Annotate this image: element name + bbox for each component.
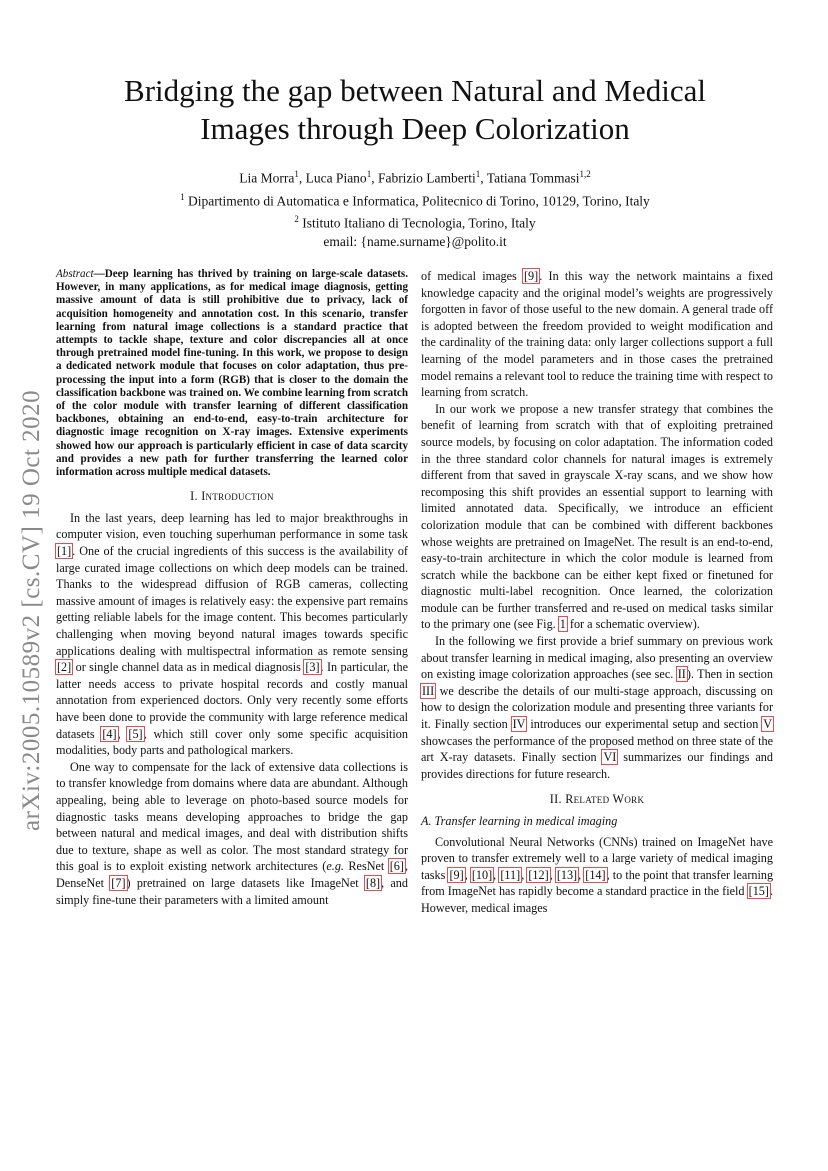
text-run: introduces our experimental setup and section [526, 717, 763, 732]
intro-paragraph-4 [421, 401, 773, 633]
text-run: . In this way the network maintains a fixed knowledge capacity and the original model’s weights are progressively forgotten in favor of those useful to the new domain. A general trade off is adopted between the freedom provided to weight modification and the cardinality of the training data: only larger collections support a full learning of the model parameters and in those cases the pretrained model remains a relevant tool to reduce the training time with respect to learning from scratch. [421, 269, 773, 400]
text-run: , [464, 867, 471, 882]
intro-paragraph-5 [421, 633, 773, 782]
text-run: , [117, 726, 128, 741]
intro-paragraph-2 [56, 759, 408, 908]
citation-link[interactable]: [8] [365, 875, 381, 890]
citation-link[interactable]: [13] [556, 867, 578, 882]
text-run: ). Then in section [686, 667, 773, 682]
citation-link[interactable]: [9] [524, 269, 539, 283]
text-run: One way to compensate for the lack of extensive data collections is to transfer knowledge from domains where data are abundant. Although appealing, being able to leverage on photo-based source models for diagnostic tasks means developing approaches to bridge the gap between natural and medical images, and deal with distribution shifts due to texture, shape as well as color. The most standard strategy for this goal is to exploit existing network architectures ( [56, 759, 408, 874]
citation-link[interactable]: [6] [389, 859, 404, 874]
figure-link[interactable]: 1 [559, 617, 566, 632]
section-link[interactable]: II [677, 667, 686, 682]
text-run: or single channel data as in medical diagnosis [72, 660, 305, 675]
text-run: , [549, 867, 556, 882]
citation-link[interactable]: [9] [449, 867, 464, 882]
paper-title [70, 72, 760, 148]
text-run: , DenseNet [56, 859, 408, 890]
left-column [56, 268, 408, 908]
citation-link[interactable]: [5] [128, 726, 143, 741]
text-run: In the following we first provide a brief summary on previous work about transfer learning in medical imaging, also presenting an overview on existing image colorization approaches (see sec. [421, 634, 773, 682]
citation-link[interactable]: [14] [585, 867, 606, 882]
author-name: Luca Piano [305, 170, 367, 186]
text-run: , to the point that transfer learning from ImageNet has rapidly become a standard practice in the field [421, 867, 774, 899]
text-run: In our work we propose a new transfer strategy that combines the benefit of learning from scratch with that of exploiting pretrained source models, by focusing on color adaptation. The information coded in the three standard color channels for natural images is extremely different from that saved in grayscale X-ray scans, and we show how recomposing this shift provides an essential support to learning with limited annotated data. Specifically, we introduce an efficient colorization module that can be combined with different backbones whose weights are pretrained on ImageNet. The result is an end-to-end, easy-to-train architecture in which the color module is learned from scratch while the backbone can be either kept fixed or finetuned for diagnostic multi-label recognition. Once learned, the colorization module can be further transferred and re-used on medical tasks similar to the primary one (see Fig. [421, 401, 773, 632]
text-run: , [493, 867, 500, 882]
author-block [70, 165, 760, 251]
text-run: . One of the crucial ingredients of this success is the availability of large curated image collections on which deep models can be trained. Thanks to the widespread diffusion of RGB cameras, collecting massive amount of images is relatively easy: the expensive part remains getting reliable labels for the image content. This becomes particularly challenging when moving beyond natural images towards specific applications dealing with multispectral information as remote sensing [56, 544, 408, 658]
citation-link[interactable]: [7] [111, 875, 126, 890]
title-line-2: Images through Deep Colorization [200, 111, 630, 146]
text-run: . However, medical images [421, 884, 773, 915]
intro-paragraph-1 [56, 510, 408, 759]
affiliation-1-text: Dipartimento di Automatica e Informatica, Politecnico di Torino, 10129, Torino, Italy [188, 193, 650, 208]
affiliation-mark: 1 [180, 191, 185, 202]
affiliation-mark: 1 [366, 169, 372, 179]
abstract-label: Abstract [56, 268, 94, 280]
text-run: showcases the performance of the proposed method on three state of the art X-ray datasets. Finally section [421, 733, 773, 765]
affiliation-mark: 1,2 [579, 169, 591, 179]
affiliation-2 [70, 210, 760, 233]
author-list: Lia Morra$^1$, Luca Piano$^1$, Fabrizio Lamberti$^1$, Tatiana Tommasi$^{1,2}$ [239, 169, 591, 186]
subsection-heading: A. Transfer learning in medical imaging [421, 814, 618, 828]
text-run: In the last years, deep learning has led to major breakthroughs in computer vision, even touching superhuman performance in some task [56, 510, 408, 542]
affiliation-mark: 1 [294, 169, 299, 179]
citation-link[interactable]: [1] [57, 544, 72, 559]
section-link[interactable]: IV [512, 717, 526, 732]
section-title: Related Work [565, 792, 645, 807]
text-run: summarizes our findings and provides directions for future research. [421, 750, 773, 781]
right-column [421, 268, 773, 917]
section-heading-related-work [421, 791, 773, 808]
affiliation-mark: 2 [294, 214, 299, 224]
section-link[interactable]: VI [603, 750, 617, 765]
author-name: Fabrizio Lamberti [377, 170, 476, 186]
author-name: Tatiana Tommasi [486, 170, 580, 186]
author-email: email: {name.surname}@polito.it [323, 233, 507, 249]
text-run: we describe the details of our multi-stage approach, discussing on how to design the colorization module and presenting three variants for it. Finally section [421, 683, 773, 732]
text-run: , which still cover only some specific acquisition modalities, body parts and pathological markers. [56, 726, 408, 758]
section-link[interactable]: V [763, 717, 772, 732]
arxiv-identifier-stamp: arXiv:2005.10589v2 [cs.CV] 19 Oct 2020 [18, 389, 45, 831]
citation-link[interactable]: [3] [305, 660, 320, 675]
affiliation-2-text: Istituto Italiano di Tecnologia, Torino, Italy [302, 215, 536, 231]
citation-link[interactable]: [10] [471, 867, 493, 882]
text-run: . In particular, the latter needs access to private hospital records and costly manual annotation from experienced doctors. Only very recently some efforts have been done to provide the community with large reference medical datasets [56, 660, 408, 741]
text-run: , [521, 867, 528, 882]
text-run: , [578, 867, 585, 882]
text-run: Convolutional Neural Networks (CNNs) trained on ImageNet have proven to transfer extremely well to a large variety of medical imaging tasks [421, 834, 773, 882]
affiliation-1 [70, 188, 760, 211]
citation-link[interactable]: [2] [57, 660, 72, 675]
abstract [56, 268, 408, 479]
intro-paragraph-3 [421, 268, 773, 401]
section-number: II. [549, 792, 562, 807]
text-run: of medical images [421, 269, 523, 283]
citation-link[interactable]: [11] [500, 867, 521, 882]
text-run: for a schematic overview). [566, 617, 700, 632]
text-run: , and simply fine-tune their parameters with a limited amount [56, 875, 408, 907]
citation-link[interactable]: [4] [102, 726, 117, 741]
section-number: I. [190, 489, 198, 504]
related-paragraph-1 [421, 834, 773, 917]
section-title: Introduction [201, 489, 274, 504]
text-run: ) pretrained on large datasets like ImageNet [126, 875, 365, 890]
citation-link[interactable]: [12] [528, 867, 549, 882]
affiliation-mark: 1 [475, 169, 481, 179]
text-run: e.g. [326, 859, 344, 874]
abstract-text: —Deep learning has thrived by training on large-scale datasets. However, in many applications, as for medical image diagnosis, getting massive amount of data is still prohibitive due to privacy, lack of acquisition homogeneity and annotation cost. In this scenario, transfer learning from natural image collections is a standard practice that attempts to tackle shape, texture and color discrepancies all at once through pretrained model fine-tuning. In this work, we propose to design a dedicated network module that focuses on color adaptation, thus pre-processing the input into a form (RGB) that is closer to the domain the classification backbone was trained on. We combine learning from scratch of the color module with transfer learning of different classification backbones, obtaining an end-to-end, easy-to-train architecture for diagnostic image recognition on X-ray images. Extensive experiments showed how our approach is particularly efficient in case of data scarcity and provides a new path for further transferring the learned color information across multiple medical datasets. [56, 268, 408, 479]
author-name: Lia Morra [239, 170, 295, 186]
text-run: ResNet [343, 859, 389, 874]
title-line-1: Bridging the gap between Natural and Medical [124, 73, 706, 108]
citation-link[interactable]: [15] [748, 884, 769, 899]
section-link[interactable]: III [422, 683, 435, 698]
section-heading-introduction [56, 488, 408, 505]
